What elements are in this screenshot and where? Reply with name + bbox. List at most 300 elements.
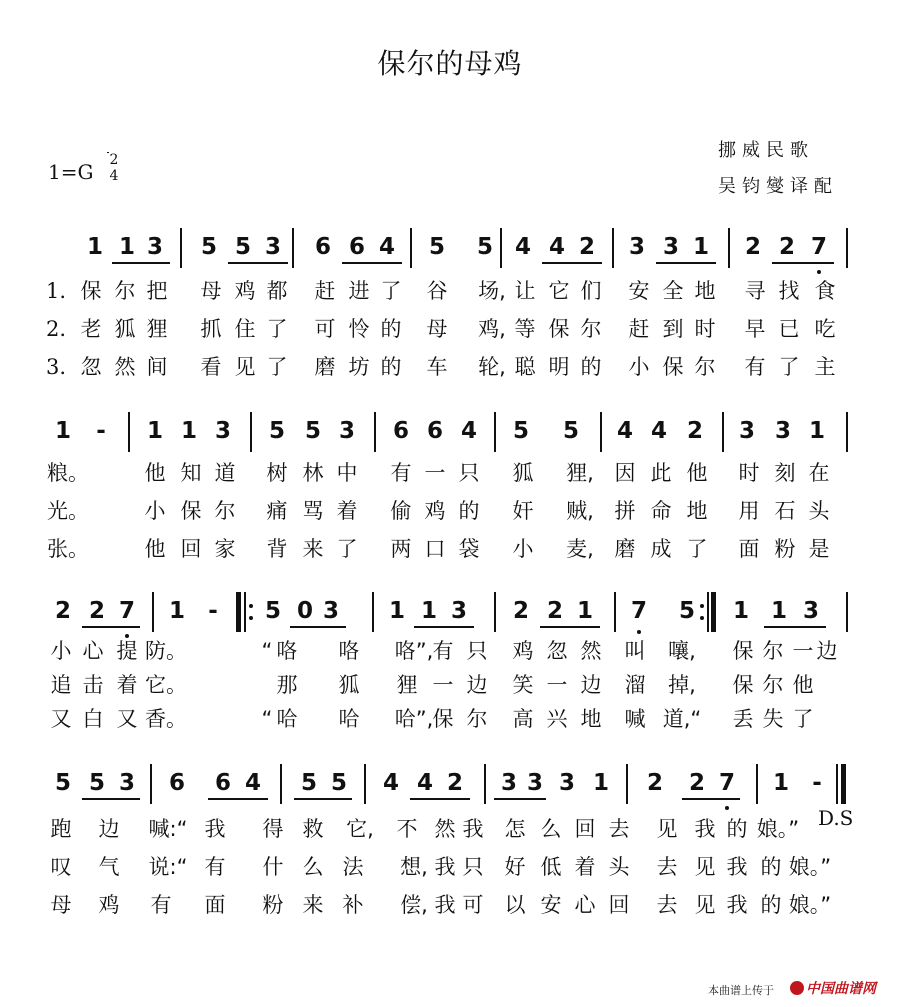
lyric-syllable: 进 [348,279,370,303]
note: 4 [548,234,565,260]
lyric-syllable: 他 [792,673,814,697]
lyric-line-3-2 [0,670,900,700]
lyric-syllable: 得 [262,817,284,841]
lyric-syllable: 安 [540,893,562,917]
barline [756,764,758,804]
lyric-syllable: 尔 [694,355,716,379]
note: 1 [576,598,593,624]
lyric-syllable: 高 [512,707,534,731]
lyric-syllable: 防。 [145,639,187,663]
note: 1 [692,234,709,260]
site-brand [790,978,876,998]
lyric-syllable: 鸡 [512,639,534,663]
time-signature-bottom: 4 [109,168,119,184]
lyric-syllable: 又 [116,707,138,731]
lyric-syllable: 只 [458,461,480,485]
lyric-syllable: 补 [342,893,364,917]
time-signature [106,152,122,184]
barline [152,592,154,632]
lyric-syllable: 等 [514,317,536,341]
note: 4 [416,770,433,796]
lyric-syllable: 抓 [200,317,222,341]
lyric-syllable: 保 [732,673,754,697]
credit-translator: 吴钧燮译配 [718,176,838,197]
lyric-syllable: 磨 [314,355,336,379]
lyric-syllable: 一 [546,673,568,697]
lyric-syllable: 丢 [732,707,754,731]
lyric-syllable: 轮, [478,355,506,379]
note: 5 [300,770,317,796]
lyric-line-4-1 [0,814,900,844]
note: 3 [558,770,575,796]
note: 3 [738,418,755,444]
note: 5 [88,770,105,796]
lyric-syllable: 保 [548,317,570,341]
note: 5 [304,418,321,444]
lyric-syllable: “ [261,707,273,731]
eighth-note-beam [764,626,826,628]
note: 3 [214,418,231,444]
barline [374,412,376,452]
note: 0 [296,598,313,624]
staff-line-1 [0,228,900,272]
note: 1 [118,234,135,260]
lyric-syllable: 然 [434,817,456,841]
lyric-syllable: 回 [180,537,202,561]
lyric-syllable: 哈 [276,707,298,731]
lyric-syllable: 明 [548,355,570,379]
lyric-syllable: 尔 [114,279,136,303]
lyric-syllable: 鸡, [478,317,506,341]
lyric-syllable: 有 [390,461,412,485]
lyric-syllable: 忽 [546,639,568,663]
staff-line-2 [0,412,900,456]
barline [364,764,366,804]
lyric-syllable: 鸡 [424,499,446,523]
lyric-syllable: 回 [608,893,630,917]
lyric-syllable: 着 [574,855,596,879]
lyric-syllable: 见 [234,355,256,379]
repeat-start-thin-bar [244,592,246,632]
lyric-syllable: 了 [792,707,814,731]
verse-number: 3. [46,355,67,379]
lyric-syllable: 麦, [566,537,594,561]
lyric-syllable: 袋 [458,537,480,561]
repeat-dot [249,616,253,620]
note: - [96,418,106,444]
lyric-syllable: 痛 [266,499,288,523]
note: 7 [118,598,135,624]
lyric-syllable: 法 [342,855,364,879]
lyric-syllable: 地 [686,499,708,523]
lyric-syllable: 去 [608,817,630,841]
lyric-syllable: 叹 [50,855,72,879]
lyric-syllable: 了 [686,537,708,561]
lyric-syllable: 尔 [580,317,602,341]
lyric-syllable: 了 [336,537,358,561]
eighth-note-beam [228,262,288,264]
lyric-syllable: 骂 [302,499,324,523]
eighth-note-beam [294,798,352,800]
lyric-syllable: 好 [504,855,526,879]
eighth-note-beam [542,262,602,264]
lyric-syllable: 娘。” [788,855,832,879]
lyric-syllable: 低 [540,855,562,879]
barline [280,764,282,804]
note: - [208,598,218,624]
lyric-syllable: 母 [426,317,448,341]
note: 1 [388,598,405,624]
note: 1 [592,770,609,796]
lyric-syllable: 尔 [466,707,488,731]
note: 2 [744,234,761,260]
note: 3 [662,234,679,260]
lyric-syllable: 我 [434,855,456,879]
lyric-syllable: 树 [266,461,288,485]
lyric-syllable: 坊 [348,355,370,379]
lyric-syllable: 我 [694,817,716,841]
brand-name: 中国曲谱网 [806,981,876,997]
lyric-syllable: 见 [694,893,716,917]
lyric-syllable: 边 [98,817,120,841]
lyric-syllable: 想, [400,855,428,879]
lyric-syllable: 叫 [624,639,646,663]
lyric-syllable: 忽 [80,355,102,379]
lyric-syllable: 看 [200,355,222,379]
lyric-syllable: 主 [814,355,836,379]
barline [372,592,374,632]
lyric-syllable: 赶 [628,317,650,341]
lyric-line-4-3 [0,890,900,920]
eighth-note-beam [290,626,346,628]
lyric-syllable: 击 [82,673,104,697]
lyric-syllable: 们 [580,279,602,303]
lyric-syllable: 有 [204,855,226,879]
lyric-syllable: 见 [694,855,716,879]
lyric-syllable: 偿, [400,893,428,917]
lyric-syllable: 它, [346,817,374,841]
note: 4 [382,770,399,796]
lyric-syllable: 粉 [774,537,796,561]
lyric-line-1-1 [0,276,900,306]
eighth-note-beam [540,626,600,628]
lyric-syllable: 石 [774,499,796,523]
time-signature-top: 2 [109,152,119,168]
lyric-syllable: 的 [726,817,748,841]
lyric-syllable: 去 [656,893,678,917]
lyric-syllable: 保 [80,279,102,303]
barline [494,412,496,452]
lyric-syllable: 刻 [774,461,796,485]
lyric-syllable: 狸, [566,461,594,485]
low-octave-dot [817,270,821,274]
barline [180,228,182,268]
lyric-syllable: 小 [512,537,534,561]
note: 2 [446,770,463,796]
song-title: 保尔的母鸡 [377,47,523,80]
note: 3 [450,598,467,624]
barline [600,412,602,452]
lyric-syllable: 来 [302,537,324,561]
lyric-syllable: 了 [380,279,402,303]
eighth-note-beam [112,262,170,264]
lyric-syllable: 地 [694,279,716,303]
eighth-note-beam [656,262,716,264]
lyric-syllable: 说:“ [148,855,188,879]
barline [846,412,848,452]
final-thick-bar [841,764,846,804]
lyric-syllable: 赶 [314,279,336,303]
lyric-syllable: 我 [726,893,748,917]
lyric-syllable: 早 [744,317,766,341]
lyric-syllable: 跑 [50,817,72,841]
credit-origin: 挪威民歌 [718,140,814,161]
lyric-syllable: 是 [808,537,830,561]
note: 3 [338,418,355,444]
barline [614,592,616,632]
lyric-syllable: 狸 [396,673,418,697]
lyric-syllable: 边 [466,673,488,697]
barline [292,228,294,268]
lyric-syllable: 白 [82,707,104,731]
note: 5 [678,598,695,624]
note: 1 [770,598,787,624]
lyric-syllable: 的 [580,355,602,379]
lyric-syllable: 光。 [47,499,89,523]
lyric-syllable: 因 [614,461,636,485]
note: 5 [428,234,445,260]
lyric-line-1-3 [0,352,900,382]
lyric-syllable: 什 [262,855,284,879]
lyric-syllable: 了 [778,355,800,379]
lyric-syllable: 笑 [512,673,534,697]
brand-logo-icon [790,981,804,995]
lyric-syllable: 回 [574,817,596,841]
note: 5 [476,234,493,260]
lyric-syllable: 小 [628,355,650,379]
lyric-syllable: 寻 [744,279,766,303]
lyric-syllable: 一 [424,461,446,485]
note: 6 [392,418,409,444]
lyric-syllable: 追 [50,673,72,697]
lyric-syllable: 有 [432,639,454,663]
lyric-syllable: 那 [276,673,298,697]
note: 4 [378,234,395,260]
lyric-syllable: 都 [266,279,288,303]
lyric-syllable: 背 [266,537,288,561]
lyric-syllable: 尔 [762,639,784,663]
barline [494,592,496,632]
lyric-syllable: 它。 [145,673,187,697]
lyric-syllable: 道,“ [662,707,702,731]
barline [128,412,130,452]
lyric-syllable: “ [261,639,273,663]
lyric-syllable: 聪 [514,355,536,379]
lyric-syllable: 哈”, [394,707,434,731]
note: 7 [810,234,827,260]
note: 3 [264,234,281,260]
note: 3 [118,770,135,796]
barline [410,228,412,268]
repeat-dot [700,604,704,608]
note: 3 [500,770,517,796]
note: 4 [460,418,477,444]
lyric-syllable: 提 [116,639,138,663]
lyric-syllable: 着 [116,673,138,697]
eighth-note-beam [82,798,140,800]
lyric-syllable: 气 [98,855,120,879]
lyric-syllable: 保 [180,499,202,523]
note: 3 [802,598,819,624]
repeat-dot [249,604,253,608]
note: 2 [512,598,529,624]
note: 2 [54,598,71,624]
barline [846,592,848,632]
lyric-syllable: 已 [778,317,800,341]
lyric-syllable: 他 [144,461,166,485]
lyric-syllable: 了 [266,355,288,379]
lyric-syllable: 贼, [566,499,594,523]
lyric-syllable: 娘。” [756,817,800,841]
lyric-line-1-2 [0,314,900,344]
note: 2 [578,234,595,260]
lyric-syllable: 小 [144,499,166,523]
note: 5 [200,234,217,260]
note: 1 [146,418,163,444]
lyric-syllable: 的 [380,317,402,341]
lyric-syllable: 住 [234,317,256,341]
lyric-syllable: 我 [434,893,456,917]
lyric-syllable: 可 [314,317,336,341]
lyric-syllable: 我 [726,855,748,879]
lyric-syllable: 成 [650,537,672,561]
lyric-line-4-2 [0,852,900,882]
lyric-syllable: 全 [662,279,684,303]
key-signature: 1=G [48,160,94,184]
lyric-syllable: 不 [396,817,418,841]
lyric-syllable: 以 [504,893,526,917]
lyric-line-2-1 [0,458,900,488]
lyric-syllable: 狸 [146,317,168,341]
note: 7 [630,598,647,624]
lyric-syllable: 喊:“ [148,817,188,841]
lyric-syllable: 着 [336,499,358,523]
note: 1 [808,418,825,444]
lyric-syllable: 只 [462,855,484,879]
eighth-note-beam [410,798,470,800]
barline [150,764,152,804]
barline [846,228,848,268]
eighth-note-beam [208,798,268,800]
lyric-syllable: 间 [146,355,168,379]
staff-line-4 [0,764,900,808]
lyric-syllable: 咯 [338,639,360,663]
lyric-syllable: 母 [50,893,72,917]
lyric-syllable: 尔 [214,499,236,523]
lyric-syllable: 见 [656,817,678,841]
note: 6 [426,418,443,444]
lyric-syllable: 失 [762,707,784,731]
lyric-syllable: 溜 [624,673,646,697]
lyric-syllable: 救 [302,817,324,841]
time-signature-line [107,152,109,153]
note: 3 [526,770,543,796]
lyric-line-2-2 [0,496,900,526]
note: 5 [234,234,251,260]
repeat-dot [700,616,704,620]
lyric-syllable: 吃 [814,317,836,341]
barline [612,228,614,268]
staff-line-3 [0,592,900,636]
note: 1 [54,418,71,444]
lyric-syllable: 道 [214,461,236,485]
lyric-syllable: 香。 [145,707,187,731]
lyric-syllable: 鸡 [234,279,256,303]
lyric-syllable: 我 [462,817,484,841]
lyric-syllable: 保 [432,707,454,731]
final-thin-bar [836,764,838,804]
lyric-syllable: 老 [80,317,102,341]
lyric-syllable: 时 [738,461,760,485]
note: 6 [168,770,185,796]
note: 2 [778,234,795,260]
lyric-syllable: 把 [146,279,168,303]
note: 6 [214,770,231,796]
repeat-end-thin-bar [707,592,709,632]
lyric-syllable: 张。 [47,537,89,561]
eighth-note-beam [494,798,546,800]
note: 5 [512,418,529,444]
lyric-syllable: 心 [82,639,104,663]
lyric-syllable: 食 [814,279,836,303]
lyric-syllable: 喊 [624,707,646,731]
eighth-note-beam [682,798,740,800]
note: 4 [514,234,531,260]
lyric-syllable: 到 [662,317,684,341]
lyric-syllable: 磨 [614,537,636,561]
note: 2 [688,770,705,796]
lyric-syllable: 林 [302,461,324,485]
lyric-syllable: 奸 [512,499,534,523]
barline [626,764,628,804]
note: 5 [268,418,285,444]
verse-number: 2. [46,317,67,341]
lyric-syllable: 面 [204,893,226,917]
lyric-syllable: 边 [816,639,838,663]
lyric-syllable: 狐 [338,673,360,697]
lyric-syllable: 的 [458,499,480,523]
note: 2 [686,418,703,444]
lyric-syllable: 尔 [762,673,784,697]
lyric-syllable: 家 [214,537,236,561]
lyric-syllable: 母 [200,279,222,303]
lyric-syllable: 知 [180,461,202,485]
note: 7 [718,770,735,796]
note: 3 [774,418,791,444]
eighth-note-beam [82,626,140,628]
note: 3 [322,598,339,624]
footer-text: 本曲谱上传于 [708,984,774,997]
lyric-syllable: 有 [744,355,766,379]
lyric-syllable: 的 [760,893,782,917]
lyric-syllable: 嚷, [668,639,696,663]
lyric-syllable: 狐 [512,461,534,485]
eighth-note-beam [772,262,834,264]
barline [722,412,724,452]
lyric-syllable: 么 [540,817,562,841]
lyric-syllable: 小 [50,639,72,663]
note: 5 [330,770,347,796]
